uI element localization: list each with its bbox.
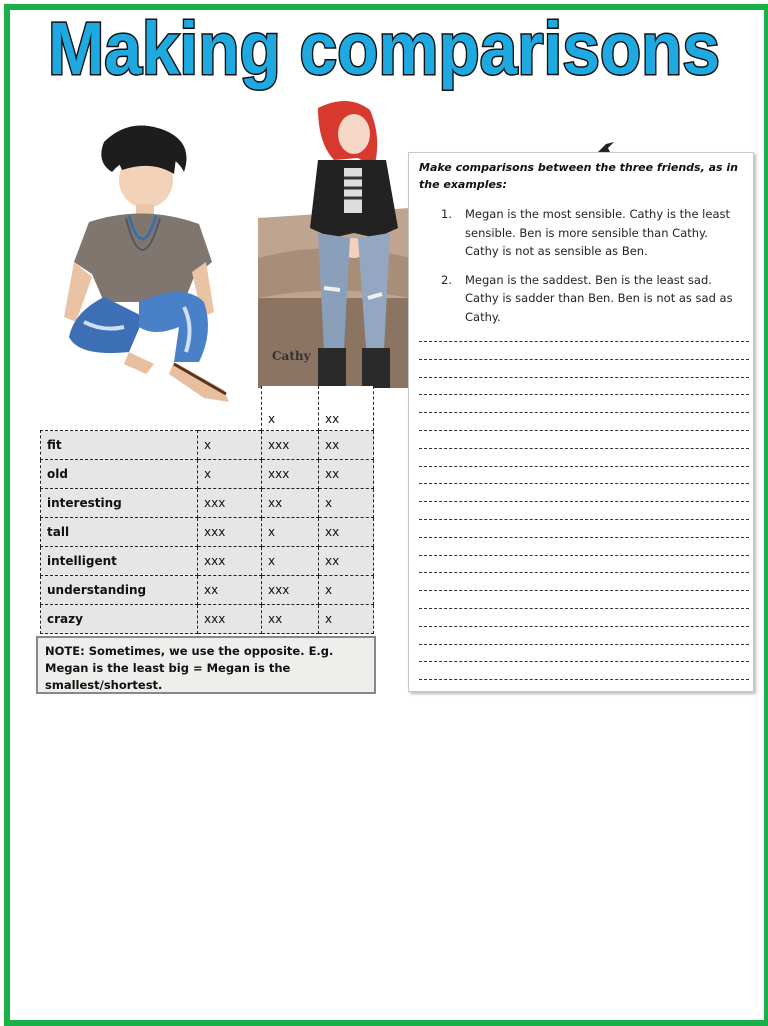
example-text: Megan is the saddest. Ben is the least sad. Cathy is sadder than Ben. Ben is not as sad as Cathy. [465, 272, 733, 324]
page-title-text: Making comparisons [48, 7, 720, 90]
page-title [0, 2, 768, 100]
table-row-label: crazy [41, 605, 198, 634]
note-box: NOTE: Sometimes, we use the opposite. E.g. Megan is the least big = Megan is the smallest/shortest. [36, 636, 376, 694]
table-row-label: old [41, 460, 198, 489]
answer-line[interactable] [419, 483, 749, 484]
answer-line[interactable] [419, 430, 749, 431]
comparison-table [40, 386, 374, 634]
answer-line[interactable] [419, 572, 749, 573]
table-row-label: tall [41, 518, 198, 547]
answer-line[interactable] [419, 412, 749, 413]
table-cell: xxx [262, 576, 319, 605]
table-cell: xxx [198, 605, 262, 634]
answer-line[interactable] [419, 644, 749, 645]
table-cell: xxx [262, 460, 319, 489]
table-cell: xx [262, 605, 319, 634]
answer-line[interactable] [419, 341, 749, 342]
answer-line[interactable] [419, 537, 749, 538]
answer-line[interactable] [419, 555, 749, 556]
table-row [41, 518, 374, 547]
exercise-box [408, 152, 754, 692]
table-cell: xxx [198, 489, 262, 518]
table-cell: xxx [198, 518, 262, 547]
boy-illustration [34, 112, 242, 408]
answer-line[interactable] [419, 359, 749, 360]
exercise-instruction: Make comparisons between the three friends, as in the examples: [419, 161, 739, 191]
example-number: 1. [441, 207, 452, 221]
table-cell: xxx [198, 547, 262, 576]
table-cell: xx [319, 547, 374, 576]
answer-line[interactable] [419, 448, 749, 449]
table-cell: xx [319, 518, 374, 547]
table-row [41, 547, 374, 576]
table-cell: x [319, 489, 374, 518]
example-text: Megan is the most sensible. Cathy is the least sensible. Ben is more sensible than Cathy. Cathy is not as sensible as Ben. [465, 207, 730, 258]
answer-line[interactable] [419, 519, 749, 520]
example-item [423, 205, 743, 261]
answer-line[interactable] [419, 679, 749, 680]
table-cell: xx [262, 489, 319, 518]
table-cell: xx [198, 576, 262, 605]
table-row-label: interesting [41, 489, 198, 518]
answer-line[interactable] [419, 394, 749, 395]
table-cell: x [319, 605, 374, 634]
table-row-label: intelligent [41, 547, 198, 576]
table-header-cell [41, 386, 198, 431]
table-header-cell: x [262, 386, 319, 431]
table-cell: xxx [262, 431, 319, 460]
answer-line[interactable] [419, 626, 749, 627]
table-cell: x [262, 547, 319, 576]
table-cell: xx [319, 460, 374, 489]
answer-line[interactable] [419, 501, 749, 502]
answer-line[interactable] [419, 608, 749, 609]
table-header-cell: xx [319, 386, 374, 431]
table-row-label: fit [41, 431, 198, 460]
answer-line[interactable] [419, 590, 749, 591]
answer-line[interactable] [419, 466, 749, 467]
table-cell: x [262, 518, 319, 547]
example-number: 2. [441, 272, 452, 287]
cathy-label: Cathy [272, 349, 311, 363]
table-header-cell [198, 386, 262, 431]
table-cell: x [198, 460, 262, 489]
table-header-row [41, 386, 374, 431]
table-row-label: understanding [41, 576, 198, 605]
table-row [41, 576, 374, 605]
table-cell: x [198, 431, 262, 460]
answer-line[interactable] [419, 661, 749, 662]
table-row [41, 431, 374, 460]
example-item [423, 271, 743, 327]
table-cell: x [319, 576, 374, 605]
cathy-illustration [258, 98, 410, 388]
table-row [41, 460, 374, 489]
answer-line[interactable] [419, 377, 749, 378]
example-list [423, 205, 743, 336]
table-row [41, 605, 374, 634]
table-cell: xx [319, 431, 374, 460]
table-row [41, 489, 374, 518]
